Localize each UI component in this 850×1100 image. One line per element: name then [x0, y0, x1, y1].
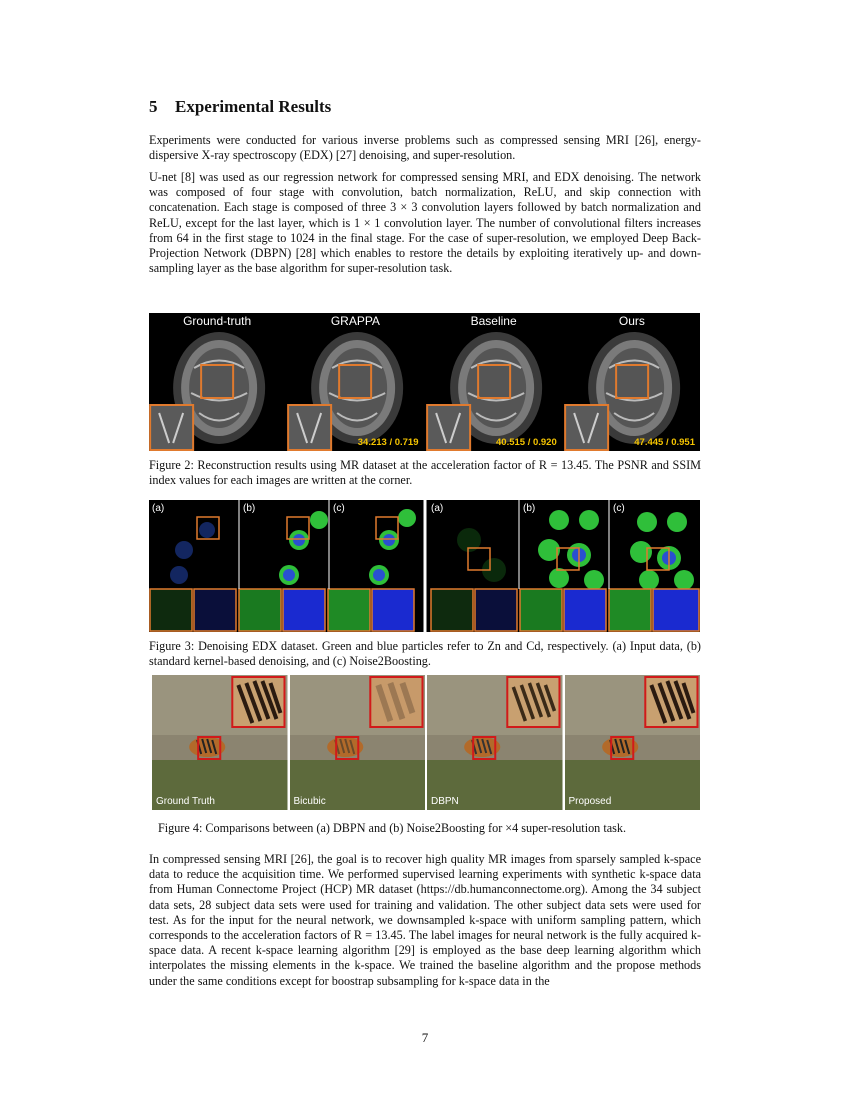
edx-panel-label: (a) [431, 503, 444, 514]
figure-2-mri [149, 313, 700, 451]
psnr-ssim-score: 40.515 / 0.920 [496, 437, 557, 448]
edx-panel-label: (c) [333, 503, 345, 514]
mri-panel-baseline [426, 313, 562, 451]
psnr-ssim-score: 47.445 / 0.951 [634, 437, 695, 448]
mri-label: Ground-truth [183, 314, 252, 328]
paragraph-intro: Experiments were conducted for various inverse problems such as compressed sensing MRI [26], energy-dispersive X-ray spectroscopy (EDX) [27] denoising, and super-resolution. [149, 133, 701, 163]
sr-label: Ground Truth [156, 796, 215, 807]
mri-panel-ground-truth [149, 313, 285, 451]
brain-image [426, 313, 562, 451]
sr-label: Bicubic [293, 796, 326, 807]
paragraph-unet: U-net [8] was used as our regression network for compressed sensing MRI, and EDX denoising. The network was composed of four stage with convolution, batch normalization, ReLU, and skip connection with concatenation. Each stage is composed of three 3 × 3 convolution layers followed by batch normalization and ReLU, except for the last layer, which is 1 × 1 convolution layer. The number of convolutional filters increases from 64 in the first stage to 1024 in the final stage. For the case of super-resolution, we employed Deep Back-Projection Network (DBPN) [28] which enables to restore the details by exploiting iteratively up- and down- sampling layer as the base algorithm for super-resolution task. [149, 170, 701, 276]
mri-panel-ours [564, 313, 700, 451]
paragraph-cs-mri: In compressed sensing MRI [26], the goal is to recover high quality MR images from sparsely sampled k-space data to reduce the acquisition time. We performed supervised learning experiments with synthetic k-space data from Human Connectome Project (HCP) MR dataset (https://db.humanconnectome.org). Among the 34 subject data sets, 28 subject data sets were used for training and validation. The other subject data sets were used for test. As for the input for the neural network, we downsampled k-space with uniform sampling pattern, which corresponds to the acceleration factors of R = 13.45. The label images for neural network is the fully acquired k-space data. A recent k-space learning algorithm [29] is employed as the base deep learning algorithm which interpolates the missing elements in the k-space. We trained the baseline algorithm and the propose methods under the same conditions except for boostrap subsampling for k-space data in the [149, 852, 701, 988]
psnr-ssim-score: 34.213 / 0.719 [357, 437, 419, 448]
section-heading [149, 97, 331, 117]
edx-image-grid [149, 500, 700, 632]
sr-panel-proposed [565, 675, 701, 810]
page-number: 7 [421, 1030, 429, 1045]
bird-image [565, 675, 701, 810]
bird-image [427, 675, 563, 810]
edx-panel-label: (b) [243, 503, 256, 514]
mri-label: Baseline [470, 314, 517, 328]
mri-label: GRAPPA [330, 314, 380, 328]
mri-label: Ours [618, 314, 645, 328]
section-number: 5 [149, 97, 158, 116]
bird-image [290, 675, 426, 810]
sr-label: Proposed [568, 796, 612, 807]
figure-2-caption: Figure 2: Reconstruction results using MR dataset at the acceleration factor of R = 13.45. The PSNR and SSIM index values for each images are written at the corner. [149, 458, 701, 488]
edx-panel-label: (c) [613, 503, 625, 514]
sr-panel-dbpn [427, 675, 563, 810]
section-title: Experimental Results [175, 97, 332, 116]
figure-4-caption: Figure 4: Comparisons between (a) DBPN and (b) Noise2Boosting for ×4 super-resolution task. [158, 821, 626, 835]
edx-panel-label: (b) [523, 503, 536, 514]
sr-panel-bicubic [290, 675, 426, 810]
sr-panel-ground-truth [152, 675, 288, 810]
brain-image [564, 313, 700, 451]
sr-label: DBPN [431, 796, 459, 807]
figure-3-caption: Figure 3: Denoising EDX dataset. Green and blue particles refer to Zn and Cd, respectively. (a) Input data, (b) standard kernel-based denoising, and (c) Noise2Boosting. [149, 639, 701, 669]
brain-image [149, 313, 285, 451]
mri-panel-grappa [287, 313, 423, 451]
figure-4-super-resolution [152, 675, 700, 810]
bird-image [152, 675, 288, 810]
brain-image [287, 313, 423, 451]
edx-panel-label: (a) [152, 503, 165, 514]
figure-3-edx [149, 500, 700, 632]
